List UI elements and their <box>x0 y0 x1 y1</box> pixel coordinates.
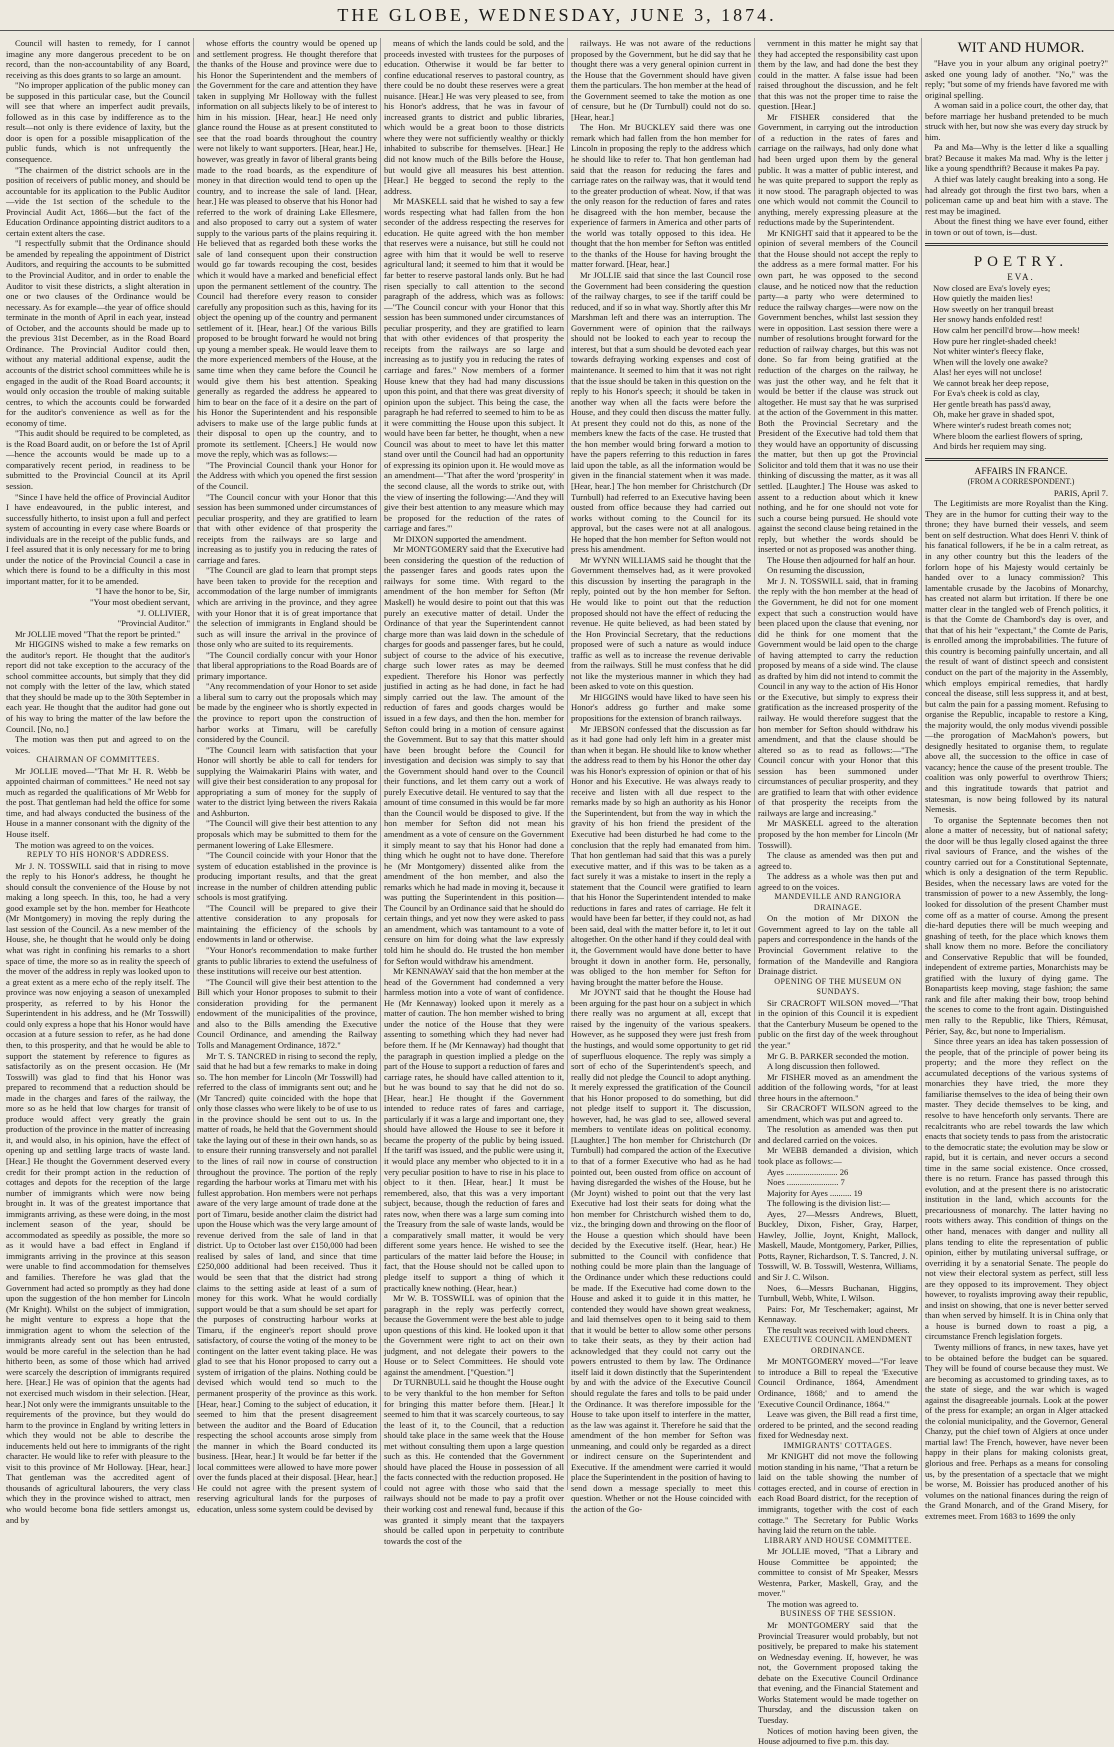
affairs-byline: (FROM A CORRESPONDENT.) <box>967 477 1075 487</box>
article-paragraph: "The Council are glad to learn that prompt steps have been taken to provide for the reception and accommodation of the large number of immigrants which are arriving in the province, and they agree with your Honor that it is of great importance that the selection of immigrants in England should be such as will insure the arrival in the province of those only who are suited to its requirements. <box>197 565 377 650</box>
article-paragraph: "The Council coincide with your Honor that the system of education established in the province is producing important results, and that the great increase in the number of children attending public schools is most gratifying. <box>197 850 377 903</box>
article-paragraph: "Any recommendation of your Honor to set aside a liberal sum to carry out the proposals which may be made by the engineer who is shortly expected in the province to report upon the construction of harbor works at Timaru, will be carefully considered by the Council. <box>197 681 377 745</box>
section-divider <box>925 458 1108 461</box>
article-paragraph: The result was received with loud cheers. <box>767 1324 910 1335</box>
column-rule <box>193 38 194 1490</box>
article-paragraph: We cannot break her deep repose, <box>933 377 1049 388</box>
article-paragraph: "The Council concur with your Honor that this session has been summoned under circumstances of peculiar prosperity, and they are gratified to learn that with other evidence of that prosperity the receipts from the railways are so large and increasing as to justify you in reducing the rates of carriage and fares. <box>197 491 377 565</box>
article-paragraph: Mr FISHER considered that the Government, in carrying out the introduction of a reduction in the rates of fares and carriage on the railways, had only done what had been urged upon them by the general public. It was a matter of public interest, and he was quite prepared to support the reply as it now stood. The paragraph objected to was one which would not commit the Council to anything, merely expressing pleasure at the reductions made by the Superintendent. <box>758 111 918 228</box>
article-paragraph: Majority for Ayes .......... 19 <box>767 1187 863 1198</box>
article-paragraph: Council will hasten to remedy, for I cannot imagine any more dangerous precedent to be on record, than the non-accountability of any Board, receiving as this does grants to so large an amount. <box>6 38 190 80</box>
article-paragraph: Twenty millions of francs, in new taxes, have yet to be obtained before the budget can be squared. They will be found of course because they must. We are becoming as accustomed to grinding taxes, as to the state of siege, and the war which is waged against the disagreeable journals. Look at the power of the press for example; an organ in Alger attacked the colonial municipality, and the Governor, General Chanzy, put the chief town of Algiers at once under martial law! The French, however, have never been happy in their plans for making colonists great, glorious and free. Perhaps as a means for consoling us, by the presentation of a spectacle that we might be worse, M. Boissier has produced another of his volumes on the national finances during the reign of the Grand Monarch, and of the Grand Misery, for extremes meet. From 1683 to 1699 the only <box>925 1341 1108 1521</box>
column-rule <box>754 38 755 1490</box>
section-heading: CHAIRMAN OF COMMITTEES. <box>36 755 160 765</box>
article-paragraph: The resolution as amended was then put and declared carried on the voices. <box>758 1124 918 1145</box>
article-paragraph: Now closed are Eva's lovely eyes; <box>933 282 1051 293</box>
article-paragraph: Oh, make her grave in shaded spot, <box>933 409 1055 420</box>
article-paragraph: "I respectfully submit that the Ordinance should be amended by repealing the appointment of District Auditors, and requiring the accounts to be submitted to the Provincial Auditor, and in order to enable the Auditor to visit these districts, a slight alteration in one or two clauses of the Ordinance would be necessary. As for example—the year of office should terminate in the month of April in each year, instead of October, and the accounts should be made up to the previous 31st December, as in the Road Board Ordinance. The Provincial Auditor could then, without any material additional expense, audit the accounts of the district school committees while he is engaged in the audit of the Road Board accounts; it would only occasion the trouble of making suitable centres, to which the accounts could be forwarded for the auditor's convenience as well as for the economy of time. <box>6 238 190 428</box>
article-paragraph: Mr WEBB demanded a division, which took place as follows:— <box>758 1145 918 1166</box>
article-paragraph: When will the lovely one awake? <box>933 356 1048 367</box>
article-paragraph: Not whiter winter's fleecy flake, <box>933 346 1044 357</box>
column-1 <box>6 38 190 1525</box>
article-paragraph: Ayes ........................ 26 <box>767 1166 849 1177</box>
article-paragraph: Mr KNIGHT did not move the following motion standing in his name, "That a return be laid on the table showing the number of cottages erected, and in course of erection in each Road Board district, for the reception of immigrants, together with the cost of each cottage." The Secretary for Public Works having laid the return on the table. <box>758 1451 918 1536</box>
article-paragraph: To organise the Septennate becomes then not alone a matter of necessity, but of national safety; the door will be thus legally closed against the three rival saviours of France, and the wishes of the country carried out for a Constitutional Septennate, which is only a designation of the term Republic. Besides, when the necessary laws are voted for the transmission of power to a new Assembly, the long-looked for dissolution of the present Chamber must come off as a matter of course. Among the present die-hard deputies there will be much weeping and gnashing of teeth, for the place which knows them shall know them no more. Before the conciliatory and Conservative Republic that will be founded, independent of extreme parties, Monarchists may be gratified with the luxury of dying game. The Bonapartists keep moving, stage fashion; the same rank and file after making their bow, troop behind the scenes to come to the front again. Distinguished men rally to the Republic, like Thiers, Rémusat, Périer, Say, &c, but none to Imperialism. <box>925 814 1108 1036</box>
article-paragraph: "This audit should be required to be completed, as is the Road Board audit, on or before the 1st of April—hence the accounts would be made up to a comparatively recent period, in readiness to be submitted to the Provincial Council at its April session. <box>6 428 190 491</box>
article-paragraph: The motion was agreed to. <box>767 1598 859 1609</box>
poetry-heading: POETRY. <box>973 254 1069 271</box>
article-paragraph: "Since I have held the office of Provincial Auditor I have endeavoured, in the public interest, and successfully hitherto, to insist upon a full and perfect system of accounting in every case where Boards or individuals are in the receipt of the public funds, and I feel assured that it is only necessary for me to bring under the notice of the Provincial Council a case in which there is found to be a difficulty in this most important matter, for it to be amended. <box>6 491 190 586</box>
article-paragraph: "Provincial Auditor." <box>117 618 190 629</box>
article-paragraph: whose efforts the country would be opened up and settlement progress. He thought therefore that the thanks of the House and province were due to his Honor the Superintendent and the members of the Government for the care and attention they have taken in supplying Mr Holloway with the fullest information on all subjects likely to be of interest to him in his mission. [Hear, hear.] He need only glance round the House as at present constituted to see that the road boards throughout the country were not likely to want supporters. [Hear, hear.] He, however, was greatly in favor of liberal grants being made to the road boards, as the expenditure of money in that direction would tend to open up the country, and to increase the sale of land. [Hear, hear.] He was pleased to observe that his Honor had referred to the work of draining Lake Ellesmere, and also proposed to carry out a system of water supply to the various parts of the plains requiring it. He believed that as regarded both these works the sale of land consequent upon their construction would go far towards recouping the cost, besides which it would have a marked and beneficial effect upon the permanent settlement of the country. The Council had therefore every reason to consider carefully any proposition such as this, having for its object the opening up of the country and permanent settlement of it. [Hear, hear.] Of the various Bills proposed to be brought forward he would not bring up young a member speak. He would leave them to the more experienced members of the House, at the same time when they came before the Council he would give them his best attention. Speaking generally as regarded the address he appeared to him to bear on the face of it a desire on the part of his Honor the Superintendent and his responsible advisers to make use of the large public funds at their disposal to open up the country, and to promote its settlement. [Cheers.] He would now move the reply, which was as follows:— <box>197 38 377 460</box>
article-paragraph: Mr MASKELL agreed to the alteration proposed by the hon member for Lincoln (Mr Tosswill). <box>758 818 918 850</box>
article-paragraph: A woman said in a police court, the other day, that before marriage her husband pretended to be much struck with her, but now she was every day struck by him. <box>925 100 1108 142</box>
article-paragraph: Mr JOLLIE said that since the last Council rose the Government had been considering the question of the railway charges, to see if the tariff could be reduced, and if so in what way. Shortly after this Mr Marshman left and there was an interruption. The Government were of opinion that the railways should not be looked to each year to recoup the interest, but that a sum should be devoted each year towards defraying working expenses and cost of maintenance. It seemed to him that it was not right that the issue should be taken in this question on the reply to his Honor's speech; it should be taken in another way when all the facts were before the House, and they could then discuss the matter fully. At present they could not do this, as none of the members knew the facts of the case. He trusted that the hon member would bring forward a motion to have the papers referring to this reduction in fares laid upon the table, as all the information would be given in the financial statement when it was made. [Hear, hear.] The hon member for Christchurch (Dr Turnbull) had referred to an Executive having been ousted from office because they had carried out works without coming to the Council for its approval, but the cases were not at all analogous. He hoped that the hon member for Sefton would not press his amendment. <box>571 270 751 555</box>
article-paragraph: On the motion of Mr DIXON the Government agreed to lay on the table all papers and correspondence in the hands of the Provincial Government relative to the formation of the Mandeville and Rangiora Drainage district. <box>758 913 918 977</box>
article-paragraph: Mr JOLLIE moved, "That a Library and House Committee be appointed; the committee to consist of Mr Speaker, Messrs Westenra, Parker, Maskell, Gray, and the mover." <box>758 1546 918 1599</box>
article-paragraph: Sir CRACROFT WILSON moved—"That in the opinion of this Council it is expedient that the Canterbury Museum be opened to the public on the first day of the week throughout the year." <box>758 997 918 1050</box>
masthead <box>0 0 1114 31</box>
article-paragraph: Mr J. N. TOSSWILL said that in rising to move the reply to his Honor's address, he thought he should consult the convenience of the House by not making a long speech. In this, too, he had a very good example set by the hon. member for Heathcote (Mr Montgomery) in moving the reply during the last session of the Council. As a new member of the House, she, he thought that he would only be doing what was right in confining his remarks to a short space of time, the more so as in reality the speech of the mover of the address in reply was looked upon to a great extent as a mere echo of the reply itself. The province was now enjoying a season of unexampled prosperity, as referred to by his Honor the Superintendent in his address, and he (Mr Tosswill) could only express a hope that his Honor would have occasion at a future session to refer, as he had done then, to this prosperity, and that he would be able to support the statement by reference to figures as satisfactorily as on the present occasion. He (Mr Tosswill) was glad to find that his Honor was prepared to recommend that a reduction should be made in the charges and fares of the railway, the more so as he held that low charges for transit of produce would affect very greatly the grain production of the province in the matter of increasing it, and would also, in his opinion, have the effect of opening up and settling large tracts of waste land. [Hear.] He thought the Government deserved every credit for their prompt action in the reduction of cottages and depots for the reception of the large number of immigrants which were now being brought in. It was of the greatest importance that immigrants arriving, as these were doing, in the most inclement season of the year, should be accommodated as speedily as possible, the more so as it would have a bad effect in England if immigrants arriving in the province at this season were unable to find accommodation for themselves and families. Therefore he was glad that the Government had acted so promptly as they had done upon the suggestion of the hon member for Lincoln (Mr Knight). Whilst on the subject of immigration, he might venture to express a hope that the immigration agent to whom the selection of the immigrants already sent out has been entrusted, would be more careful in the selection than he had hitherto been, as some of those which had arrived were scarcely the description of immigrants required here. [Hear.] He was of opinion that the agents had not exercised much wisdom in their selection. [Hear, hear.] Not only were the immigrants unsuitable to the requirements of the province, but they would do harm to the province in England by writing letters in which they would not be able to describe the inducements held out here to immigrants of the right character. He would like to refer with pleasure to the visit to this province of Mr Holloway. [Hear, hear.] That gentleman was the accredited agent of thousands of agricultural labourers, the very class which they in the province wished to attract, men who would become bona fide settlers amongst us, and by <box>6 860 190 1525</box>
article-paragraph: Noes ........................ 7 <box>767 1177 845 1188</box>
article-paragraph: How pure her ringlet-shaded cheek! <box>933 335 1057 346</box>
article-paragraph: The Legitimists are more Royalist than the King. They are in the humor for cutting their way to the throne; they have burned their vessels, and seem bent on self destruction. What does Henri V. think of his fanatical followers, if he be in a calm retreat, as in any other country but this the leaders of the forlorn hope of his Majesty would certainly be handed over to a lunacy commission? This lamentable crusade by the Jacobins of Monarchy, has created not alarm but irritation. If there be one matter clear in the tangled web of French politics, it is that the Comte de Chambord's day is over, and that that of his heir "expectant," the Comte de Paris, is enrolled among the improbabilities. The future of this country is becoming painfully uncertain, and all the result of want of distinct speech and consistent conduct on the part of the majority in the Assembly, which employs empirical remedies, that hardly conceal the disease, still less suppress it, and at best, but calm the pain for a passing moment. Refusing to organise the Republic, incapable to restore a King, the majority would, the only modus vivendi possible—the prorogation of MacMahon's powers, but designedly hesitated to organise them, to regulate above all, the succession to the office in case of vacancy; hence the cause of the present trouble. The coalition was only powerful to overthrow Thiers; and this ingratitude towards that patriot and statesman, is now being followed by its natural Nemesis. <box>925 498 1108 815</box>
article-paragraph: The clause as amended was then put and agreed to. <box>758 850 918 871</box>
article-paragraph: Mr HIGGINS would have liked to have seen his Honor's address go further and make some propositions for the extension of branch railways. <box>571 691 751 723</box>
article-paragraph: Mr JEBSON confessed that the discussion as far as it had gone had only left him in a greater mist than when it began. He should like to know whether the address read to them by his Honor the other day was his Honor's expression of opinion or that of his Honor and his Executive. He was always ready to receive and listen with all due respect to the remarks made by so high an authority as his Honor the Superintendent, but from the way in which the gravity of his hon friend the president of the Executive had been disturbed he had come to the conclusion that the reply had emanated from him. That hon gentleman had said that this was a purely executive matter, and if this was to be taken as a fact surely it was a mistake to insert in the reply a statement that the Council were gratified to learn that his Honor the Superintendent intended to make reductions in fares and rates of carriage. He felt it would have been far better, if they could not, as had been said, deal with the matter before it, to let it out altogether. On the other hand if they could deal with it, the Government would have done better to have brought it down in another form. He, personally, was obliged to the hon member for Sefton for having brought the matter before the House. <box>571 723 751 987</box>
article-paragraph: vernment in this matter he might say that they had accepted the responsibility cast upon them by the law, and had done the best they could in the matter. A false issue had been raised throughout the discussion, and he felt that this was not the proper time to raise the question. [Hear.] <box>758 38 918 112</box>
article-paragraph: Mr KNIGHT said that it appeared to be the opinion of several members of the Council that the House should not accept the reply to the address as a mere formal matter. For his own part, he was opposed to the second clause, and he noticed now that the reduction party—a party who were determined to reduce the railway charges—were now on the Government benches, whilst last session they were in opposition. Last session there were a number of resolutions brought forward for the reduction of railway charges, but this was not done. So far from being gratified at the reduction of the charges on the railway, he was just the other way, and he felt that it would be better if the clause was struck out altogether. He must say that he was surprised at the action of the Government in this matter. Both the Provincial Secretary and the President of the Executive had told them that they would have an opportunity of discussing the matter, but then up got the Provincial Solicitor and told them that it was no use their thinking of discussing the matter, as it was all settled. [Laughter.] The House was asked to assent to a reduction about which it knew nothing, and he for one should not vote for such a course being pursued. He should vote against the second clause being retained in the reply, but whether the words should be inserted or not as proposed was another thing. <box>758 227 918 555</box>
column-rule <box>380 38 381 1490</box>
article-paragraph: Ayes, 27—Messrs Andrews, Bluett, Buckley, Dixon, Fisher, Gray, Harper, Hawley, Jollie, Joynt, Knight, Mallock, Maskell, Maude, Montgomery, Parker, Pillies, Potts, Rayner, Richardson, T. S. Tancred, J. N. Tosswill, W. B. Tosswill, Westenra, Williams, and Sir J. C. Wilson. <box>758 1208 918 1282</box>
masthead-title: THE GLOBE, WEDNESDAY, JUNE 3, 1874. <box>337 4 777 25</box>
column-6 <box>925 38 1108 1521</box>
section-heading: IMMIGRANTS' COTTAGES. <box>783 1440 893 1450</box>
article-paragraph: Noes, 6—Messrs Buchanan, Higgins, Turnbull, Webb, White, I. Wilson. <box>758 1282 918 1304</box>
article-paragraph: "J. OLLIVIER, <box>137 607 190 618</box>
poem-verse <box>925 283 1108 452</box>
article-paragraph: Leave was given, the Bill read a first time, ordered to be printed, and the second reading fixed for Wednesday next. <box>758 1409 918 1441</box>
article-paragraph: Mr G. B. PARKER seconded the motion. <box>767 1050 909 1061</box>
article-paragraph: Mr MONTGOMERY said that the Provincial Treasurer would probably, but not positively, be prepared to make his statement on Wednesday evening. If, however, he was not, the Government proposed taking the debate on the Executive Council Ordinance that evening, and the Financial Statement and Works Statement would be made together on Thursday, and the discussion taken on Tuesday. <box>758 1620 918 1725</box>
article-paragraph: "The Council cordially concur with your Honor that liberal appropriations to the Road Boards are of primary importance. <box>197 649 377 681</box>
article-paragraph: Mr MONTGOMERY said that the Executive had been considering the question of the reduction of the passenger fares and goods rates upon the railways for some time. With regard to the amendment of the hon member for Sefton (Mr Maskell) he would desire to point out that this was purely an executive matter of detail. Under the Ordinance of that year the Superintendent cannot charge more than was laid down in the schedule of charges for goods and passenger fares, but he could, subject of course to the advice of his executive, charge such lower rates as may be deemed expedient. Therefore his Honor was perfectly justified in acting as he had done, in fact he had simply carried out the law. The amount of the reduction of fares and goods charges would be issued in a few days, and then the hon. member for Sefton could bring in a motion of censure against the Government. But to say that this matter should have been brought before the Council for investigation and decision was simply to say that the Government should hand over to the Council their functions, and let them carry out a work of purely Executive detail. He ventured to say that the amount of time consumed in this would be far more than the Council would be disposed to give. If the hon member for Sefton did not mean his amendment as a vote of censure on the Government it simply meant to say that his Honor had done a thing which he ought not to have done. Therefore he (Mr Montgomery) dissented alike from the amendment of the hon member, and also the remarks which he had made in moving it, because it was putting the Superintendent in this position—The Council by an Ordinance said that he should do certain things, and yet now they were asked to pass an amendment, which was tantamount to a vote of censure on him for doing what the law expressly told him he should do. He trusted the hon member for Sefton would withdraw his amendment. <box>384 544 564 966</box>
article-paragraph: Mr JOLLIE moved "That the report be printed." <box>15 628 181 639</box>
article-paragraph: Since three years an idea has taken possession of the people, that of the principle of power being its property; and the more they reflect on the accumulated deceptions of the various systems of monarchies they have tried, the more they familiarise themselves to the idea of being their own master. They decide themselves to be king, and resolve to have henceforth only servants. There are recalcitrants who are rebel towards the law which enacts that society tends to pass from the aristocratic to the democratic state; the evolution may be slow or rapid, but it is certain, and never occurs a second time in the same social existence. Once crossed, there is no return. France has passed through this evolution, and at the present there is no aristocratic institution in the land, which accounts for the precariousness of monarchy. The latter having no roots withers away. This condition of things on the other hand, menaces with danger and nullity all plans tending to elite the representation of public opinion, either by mutilating universal suffrage, or overriding it by a senatorial Senate. The people do not view their electoral system as perfect, still less are they opposed to its improvement. They object however, to royalists improving away their republic, and insist on showing, that one is never better served than when served by himself. It is in China only that a house is burned down to roast a pig, a circumstance French legislation forgets. <box>925 1036 1108 1342</box>
article-paragraph: Mr T. S. TANCRED in rising to second the reply, said that he had but a few remarks to make in doing so. The hon member for Lincoln (Mr Tosswill) had referred to the class of immigrants sent out; and he (Mr Tancred) quite coincided with the hope that only those classes who were likely to be of use to us in the province should be sent out to us. In the matter of roads, he held that the Government should take the laying out of these in their own hands, so as to ensure their running transversely and not parallel to the lines of rail now in course of construction throughout the province. The portion of the reply regarding the harbour works at Timaru met with his fullest approbation. Hon members were not perhaps aware of the very large amount of trade done at the port of Timaru, beside another claim the district had upon the House which was the very large amount of revenue derived from the sale of land in that district. Up to October last over £150,000 had been realised by sales of land, and since that time £250,000 additional had been received. Thus it would be seen that that the district had strong claims to the setting aside at least of a sum of money for this work. What he would cordially support would be that a sum should be set apart for the purposes of constructing harbour works at Timaru, if the engineer's report should prove satisfactory, of course the voting of the money to be contingent on the latter event taking place. He was glad to see that his Honor proposed to carry out a system of irrigation of the plains. Nothing could be devised which would tend so much to the permanent prosperity of the province as this work. [Hear, hear.] Coming to the subject of education, it seemed to him that the present disagreement between the auditor and the Board of Education respecting the school accounts arose simply from the manner in which the Board conducted its business. [Hear, hear.] It would be far better if the local committees were allowed to have more power over the funds placed at their disposal. [Hear, hear.] He could not agree with the present system of reserving agricultural lands for the purposes of education, unless some system could be devised by <box>197 1050 377 1515</box>
article-paragraph: railways. He was not aware of the reductions proposed by the Government, but he did say that he thought there was a very general opinion current in the House that the Government should have given them the particulars. The hon member at the head of the Government seemed to take the motion as one of censure, but he (Dr Turnbull) could not do so. [Hear, hear.] <box>571 38 751 122</box>
article-paragraph: How sweetly on her tranquil breast <box>933 303 1054 314</box>
wit-humor-heading: WIT AND HUMOR. <box>957 40 1085 56</box>
article-paragraph: The Hon. Mr BUCKLEY said there was one remark which had fallen from the hon member for Lincoln in proposing the reply to the address which he should like to refer to. That hon gentleman had said that the reason for reducing the fares and carriage rates on the railway was, that it would tend to the greater production of wheat. Now, if that was the only reason for the reduction of fares and rates he disagreed with the hon member, because the experience of farmers in America and other parts of the world was totally opposed to this idea. He thought that the hon member for Sefton was entitled to the thanks of the House for having brought the matter forward. [Hear, hear.] <box>571 122 751 270</box>
article-paragraph: "The chairmen of the district schools are in the position of receivers of public money, and should be accountable for its application to the Public Auditor—vide the 1st section of the schedule to the Provincial Audit Act, 1866—but the fact of the Education Ordinance appointing district auditors to a certain extent alters the case. <box>6 164 190 238</box>
article-paragraph: Mr JOYNT said that he thought the House had been arguing for the past hour on a subject in which there really was no argument at all, except that raised by the ingenuity of the various speakers. However, as he supposed they were just fresh from the hustings, and would some opportunity to get rid of superfluous eloquence. The reply was simply a sort of echo of the Superintendent's speech, and really did not pledge the Council to adopt anything. It merely expressed the gratification of the Council that his Honor proposed to do something, but did not pledge itself to support it. The discussion, however, had, he was glad to see, allowed several members to ventilate ideas on political economy. [Laughter.] The hon member for Christchurch (Dr Turnbull) had compared the action of the Executive to that of a former Executive who had as he had pointed out, been ousted from office on account of having disregarded the wishes of the House, but he (Mr Joynt) wished to point out that the very last Executive had lost their seats for doing what the hon member for Christchurch wished them to do, viz., the bringing down and throwing on the floor of the House a question which should have been decided by the Executive itself. (Hear, hear.) He submitted to the Council with confidence that nothing could be more plain than the language of the Ordinance under which these reductions could be made. If the Executive had come down to the House and asked it to guide it in this matter, he contended they would have shown great weakness, and laid themselves open to it being said to them that it would be better to allow some other persons to take their seats, as they by their action had acknowledged that they could not carry out the powers entrusted to them by law. The Ordinance itself laid it down distinctly that the Superintendent by and with the advice of the Executive Council should regulate the fares and tolls to be paid under the Ordinance. It was therefore impossible for the House to take upon itself to interfere in the matter, as the law was against it. Therefore he said that the amendment of the hon member for Sefton was unmeaning, and could only be regarded as a direct or indirect censure on the Superintendent and Executive. If the amendment were carried it would place the Superintendent in the position of having to send down a message specially to meet this question. Whether or not the House coincided with the action of the Go- <box>571 987 751 1515</box>
column-rule <box>567 38 568 1490</box>
article-paragraph: Mr W. B. TOSSWILL was of opinion that the paragraph in the reply was perfectly correct, because the Government were the best able to judge upon questions of this kind. He looked upon it that the Government were right to act on their own judgment, and not delegate their powers to the House or to Select Committees. He should vote against the amendment. ["Question."] <box>384 1293 564 1377</box>
article-paragraph: Pairs: For, Mr Teschemaker; against, Mr Kennaway. <box>758 1303 918 1325</box>
article-paragraph: About the finest thing we have ever found, either in town or out of town, is—dust. <box>925 216 1108 237</box>
article-paragraph: The following is the division list:— <box>767 1198 890 1209</box>
affairs-article <box>925 498 1108 1521</box>
article-paragraph: And birds her requiem may sing. <box>933 441 1047 452</box>
poem-title: EVA. <box>1007 272 1035 283</box>
article-paragraph: "The Council will give their best attention to the Bill which your Honor proposes to submit to their consideration providing for the permanent endowment of the municipalities of the province, and also to the Bills amending the Executive Council Ordinance, and amending the Railway Tolls and Management Ordinance, 1872." <box>197 976 377 1050</box>
section-heading: LIBRARY AND HOUSE COMMITTEE. <box>764 1535 912 1545</box>
article-paragraph: Mr FISHER moved as an amendment the addition of the following words, "for at least three hours in the afternoon." <box>758 1071 918 1103</box>
article-paragraph: "Have you in your album any original poetry?" asked one young lady of another. "No," was the reply; "but some of my friends have favored me with original spelling. <box>925 58 1108 100</box>
wit-humor-section <box>925 58 1108 237</box>
article-paragraph: "No improper application of the public money can be supposed in this particular case, but the Council will see that where an imperfect audit prevails, followed as in this case by indifference as to the result—not only is there evidence of laxity, but the door is open for a possible misapplication of the public funds, which is not unfrequently the consequence. <box>6 80 190 165</box>
article-paragraph: Notices of motion having been given, the House adjourned to five p.m. this day. <box>758 1725 918 1747</box>
column-3 <box>384 38 564 1546</box>
article-paragraph: Mr MONTGOMERY moved—"For leave to introduce a Bill to repeal the 'Executive Council Ordinance, 1864, Amendment Ordinance, 1868;' and to amend the 'Executive Council Ordinance, 1864.'" <box>758 1356 918 1409</box>
article-paragraph: "The Provincial Council thank your Honor for the Address with which you opened the first session of the Council. <box>197 459 377 491</box>
article-paragraph: "I have the honor to be, Sir, <box>95 586 190 597</box>
article-paragraph: "Your most obedient servant, <box>89 596 190 607</box>
affairs-heading: AFFAIRS IN FRANCE. <box>974 466 1068 477</box>
article-paragraph: How quietly the maiden lies! <box>933 293 1033 304</box>
article-paragraph: Mr DIXON supported the amendment. <box>393 533 527 544</box>
section-heading: OPENING OF THE MUSEUM ON SUNDAYS. <box>774 976 902 997</box>
article-paragraph: Mr WYNN WILLIAMS said he thought that the Government themselves had, as it were provoked this discussion by inserting the paragraph in the reply, pointed out by the hon member for Sefton. He would like to point out that the reduction proposed should not have the effect of reducing the revenue. He quite believed, as had been stated by the Hon Provincial Secretary, that the reductions proposed were of such a nature as would induce traffic as well as to increase the revenue derivable from the railways. Still he must confess that he did not like the mysterious manner in which they had been asked to vote on this question. <box>571 554 751 692</box>
section-heading: REPLY TO HIS HONOR'S ADDRESS. <box>26 850 170 860</box>
article-paragraph: On resuming the discussion, <box>767 565 865 576</box>
column-5 <box>758 38 918 1747</box>
article-paragraph: Where bloom the earliest flowers of spring, <box>933 430 1083 441</box>
article-paragraph: A thief was lately caught breaking into a song. He had already got through the first two bars, when a policeman came up and beat him with a stave. The rest may be imagined. <box>925 174 1108 216</box>
article-paragraph: Mr J. N. TOSSWILL said, that in framing the reply with the hon member at the head of the Government, he did not for one moment expect that such a construction would have been placed upon the clause that evening, nor did he think for one moment that the Government would be laid open to the charge of having attempted to carry the reduction proposed by means of a side wind. The clause as drafted by him did not intend to commit the Council in any way to the action of His Honor or the Executive, but simply to express their gratification as the increased prosperity of the railway. He would therefore suggest that the hon member for Sefton should withdraw his amendment, and that the clause should be altered so as to read as follows:—"The Council concur with your Honor that this session has been summoned under circumstances of peculiar prosperity, and they are gratified to learn that with other evidence of that prosperity the receipts from the railways are large and increasing." <box>758 575 918 818</box>
column-2 <box>197 38 377 1515</box>
article-paragraph: The address as a whole was then put and agreed to on the voices. <box>758 871 918 892</box>
article-paragraph: "The Council will give their best attention to any proposals which may be submitted to them for the permanent lowering of Lake Ellesmere. <box>197 818 377 850</box>
article-paragraph: The motion was agreed to on the voices. <box>15 839 154 850</box>
article-paragraph: "Your Honor's recommendation to make further grants to public libraries to extend the usefulness of these institutions will receive our best attention. <box>197 945 377 977</box>
article-paragraph: "The Council learn with satisfaction that your Honor will shortly be able to call for tenders for supplying the Waimakariri Plains with water, and will give their best consideration to any proposal for appropriating a sum of money for the supply of water to the district lying between the rivers Rakaia and Ashburton. <box>197 744 377 818</box>
article-paragraph: For Eva's cheek is cold as clay, <box>933 388 1040 399</box>
article-paragraph: How calm her pencill'd brow—how meek! <box>933 325 1080 336</box>
article-paragraph: Her gentle breath has pass'd away, <box>933 398 1051 409</box>
column-rule <box>921 38 922 1490</box>
article-paragraph: Where winter's rudest breath comes not; <box>933 419 1072 430</box>
article-paragraph: Mr JOLLIE moved—"That Mr H. R. Webb be appointed chairman of committees." He need not say much as regarded the qualifications of Mr Webb for the post. That gentleman had held the office for some time, and had always conducted the business of the House in a manner consonant with the dignity of the House itself. <box>6 765 190 840</box>
article-paragraph: Dr TURNBULL said he thought the House ought to be very thankful to the hon member for Sefton for bringing this matter before them. [Hear.] It seemed to him that it was scarcely courteous, to say the least of it, to the Council, that a reduction should take place in the same week that the House met without consulting them upon a large question such as this. He contended that the Government should have placed the House in possession of all the facts connected with the reduction proposed. He could not agree with those who said that the railways should not be made to pay a profit over their working cost and renewal fund, because if this was granted it simply meant that the taxpayers should be called upon in perpetuity to contribute towards the cost of the <box>384 1377 564 1546</box>
column-4 <box>571 38 751 1515</box>
section-heading: MANDEVILLE AND RANGIORA DRAINAGE. <box>774 892 902 912</box>
article-paragraph: Mr HIGGINS wished to make a few remarks on the auditor's report. He thought that the auditor's report did not take exception to the accuracy of the school committee accounts, but simply that they did not comply with the letter of the law, which stated that they should be made up to the 30th September in each year. He thought that the auditor had gone out of his way to bring the matter of the law before the Council. [No, no.] <box>6 639 190 734</box>
article-paragraph: The motion was then put and agreed to on the voices. <box>6 734 190 755</box>
article-paragraph: Sir CRACROFT WILSON agreed to the amendment, which was put and agreed to. <box>758 1103 918 1124</box>
article-paragraph: Her snowy hands enfolded rest! <box>933 314 1043 325</box>
affairs-dateline: PARIS, April 7. <box>1053 487 1108 498</box>
article-paragraph: The House then adjourned for half an hour. <box>767 554 916 565</box>
article-paragraph: means of which the lands could be sold, and the proceeds invested with trustees for the purposes of education. Otherwise it would be far better to confine educational reserves to pastoral country, as there could be no doubt these reserves were a great nuisance. [Hear.] He was very pleased to see, from his Honor's address, that he was in favour of increased grants to district and public libraries, which would be a great boon to those districts where they were not sufficiently wealthy or thickly inhabited to subscribe for themselves. [Hear.] He did not know much of the Bills before the House, but would give all measures his best attention. [Hear.] He begged to second the reply to the address. <box>384 38 564 196</box>
article-paragraph: "The Council will be prepared to give their attentive consideration to any proposals for maintaining the efficiency of the schools by endowments in land or otherwise. <box>197 902 377 945</box>
section-heading: BUSINESS OF THE SESSION. <box>780 1609 896 1619</box>
section-heading: EXECUTIVE COUNCIL AMENDMENT ORDINANCE. <box>763 1335 913 1355</box>
article-paragraph: Pa and Ma—Why is the letter d like a squalling brat? Because it makes Ma mad. Why is the letter j like a young spendthrift? Because it makes Pa pay. <box>925 142 1108 174</box>
article-paragraph: A long discussion then followed. <box>767 1061 880 1072</box>
section-divider <box>925 243 1108 246</box>
article-paragraph: Mr KENNAWAY said that the hon member at the head of the Government had condemned a very harmless motion into a vote of want of confidence. He (Mr Kennaway) looked upon it merely as a matter of caution. The hon member wished to bring under the notice of the House that they were assenting to something which they had never had before them. If he (Mr Kennaway) had thought that the paragraph in question implied a pledge on the part of the House to support a reduction of fares and carriage rates, he should have called attention to it, but he was bound to say that he did not do so. [Hear, hear.] He thought if the Government intended to reduce rates of fares and carriage, particularly if it was a large and important one, they should have allowed the House to see it before it became the property of the public by being issued. If the tariff was issued, and the public were using it, it would place any member who objected to it in a very peculiar position to have to rise in his place to object to it then. [Hear, hear.] It must be remembered, also, that this was a very important subject, because, though the reduction of fares and rates now, when there was a large sum coming into the Treasury from the sale of waste lands, would be a comparatively small matter, it would be very different some years hence. He wished to see the particulars of the matter laid before the House; in fact, that the House should not be called upon to pledge itself to support a thing of which it practically knew nothing. (Hear, hear.) <box>384 966 564 1293</box>
article-paragraph: Alas! her eyes will not unclose! <box>933 367 1043 378</box>
article-paragraph: Mr MASKELL said that he wished to say a few words respecting what had fallen from the hon seconder of the address respecting the reserves for education. He quite agreed with the hon member that reserves were a nuisance, but still he could not agree with him that it would be well to reserve agricultural land; it seemed to him that it would be far better to reserve pastoral lands only. But he had risen specially to call attention to the second paragraph of the address, which was as follows:—"The Council concur with your Honor that this session has been summoned under circumstances of peculiar prosperity, and they are gratified to learn that with other evidences of that prosperity the receipts from the railways are so large and increasing as to justify you in reducing the rates of carriage and fares." Now members of a former House knew that they had had many discussions upon this point, and that there was great diversity of opinion upon the subject. This being the case, the paragraph he had referred to seemed to him to be as it were committing the House upon this subject. It would have been far better, he thought, when a new Council was about to meet to have let this matter stand over until the Council had had an opportunity of expressing its opinion upon it. He would move as an amendment—"That after the word 'prosperity' in the second clause, all the words to strike out, with the view of inserting the following:—'And they will give their best attention to any measure which may be proposed for the reduction of the rates of carriage and fares.'" <box>384 196 564 534</box>
